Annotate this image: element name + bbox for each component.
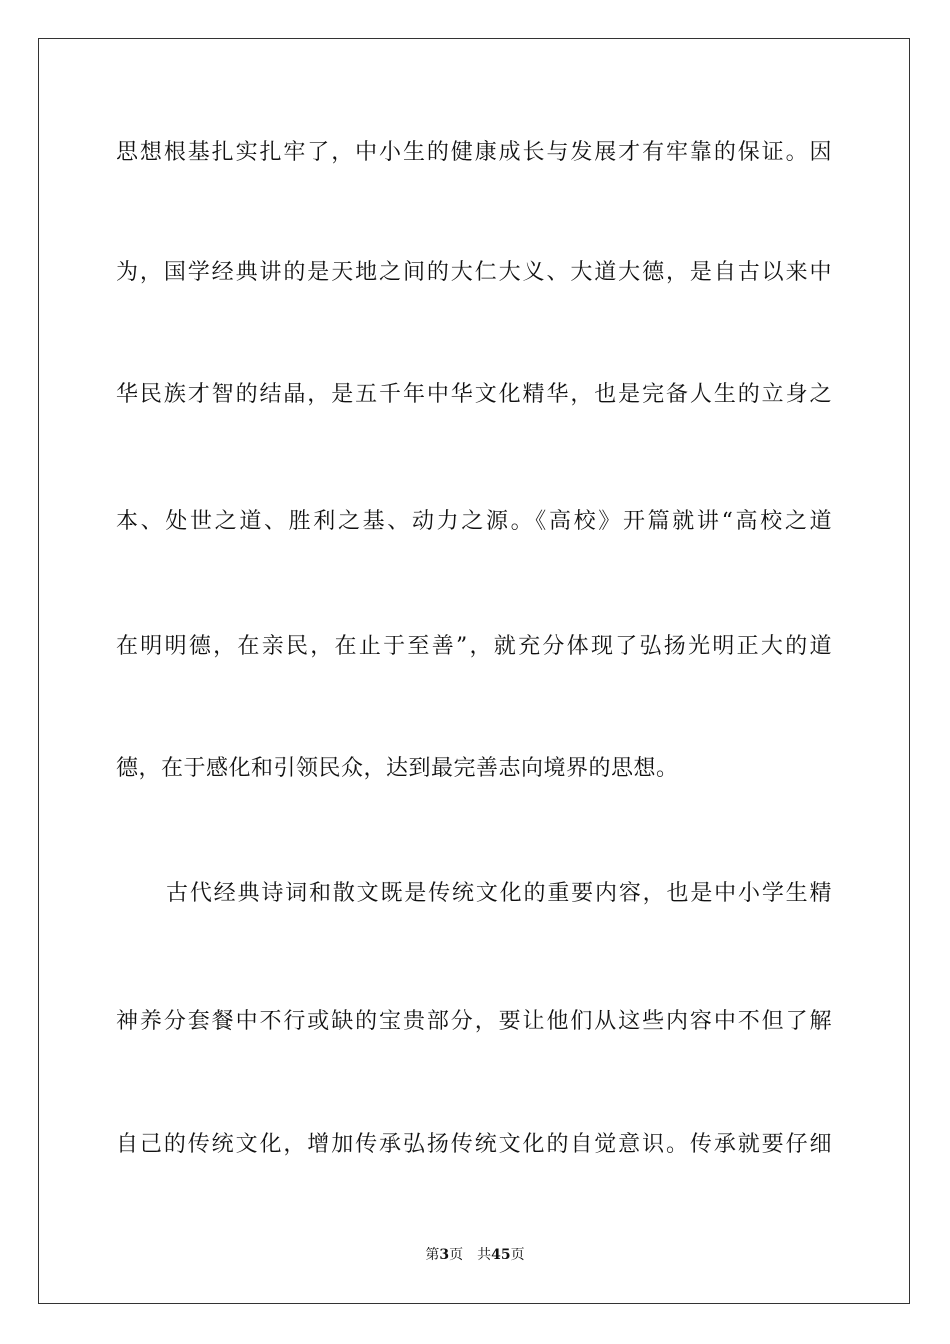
text-line-4: 本、处世之道、胜利之基、动力之源。《高校》开篇就讲“高校之道 bbox=[116, 509, 832, 534]
page-border bbox=[38, 38, 910, 1304]
text-line-3: 华民族才智的结晶，是五千年中华文化精华，也是完备人生的立身之 bbox=[116, 382, 832, 407]
text-line-6: 德，在于感化和引领民众，达到最完善志向境界的思想。 bbox=[116, 756, 679, 781]
text-line-7: 古代经典诗词和散文既是传统文化的重要内容，也是中小学生精 bbox=[166, 881, 832, 906]
page-footer bbox=[0, 1245, 950, 1265]
footer-total-suffix: 页 bbox=[510, 1247, 525, 1263]
text-line-5: 在明明德，在亲民，在止于至善”，就充分体现了弘扬光明正大的道 bbox=[116, 634, 832, 659]
text-line-1: 思想根基扎实扎牢了，中小生的健康成长与发展才有牢靠的保证。因 bbox=[116, 140, 832, 165]
footer-page-total: 45 bbox=[491, 1247, 511, 1263]
text-line-8: 神养分套餐中不行或缺的宝贵部分，要让他们从这些内容中不但了解 bbox=[116, 1009, 832, 1034]
text-line-2: 为，国学经典讲的是天地之间的大仁大义、大道大德，是自古以来中 bbox=[116, 260, 832, 285]
footer-page-current: 3 bbox=[439, 1247, 450, 1263]
footer-page-prefix: 第 bbox=[425, 1247, 440, 1263]
text-line-9: 自己的传统文化，增加传承弘扬传统文化的自觉意识。传承就要仔细 bbox=[116, 1132, 832, 1157]
footer-total-prefix: 共 bbox=[477, 1247, 492, 1263]
footer-page-suffix: 页 bbox=[449, 1247, 464, 1263]
